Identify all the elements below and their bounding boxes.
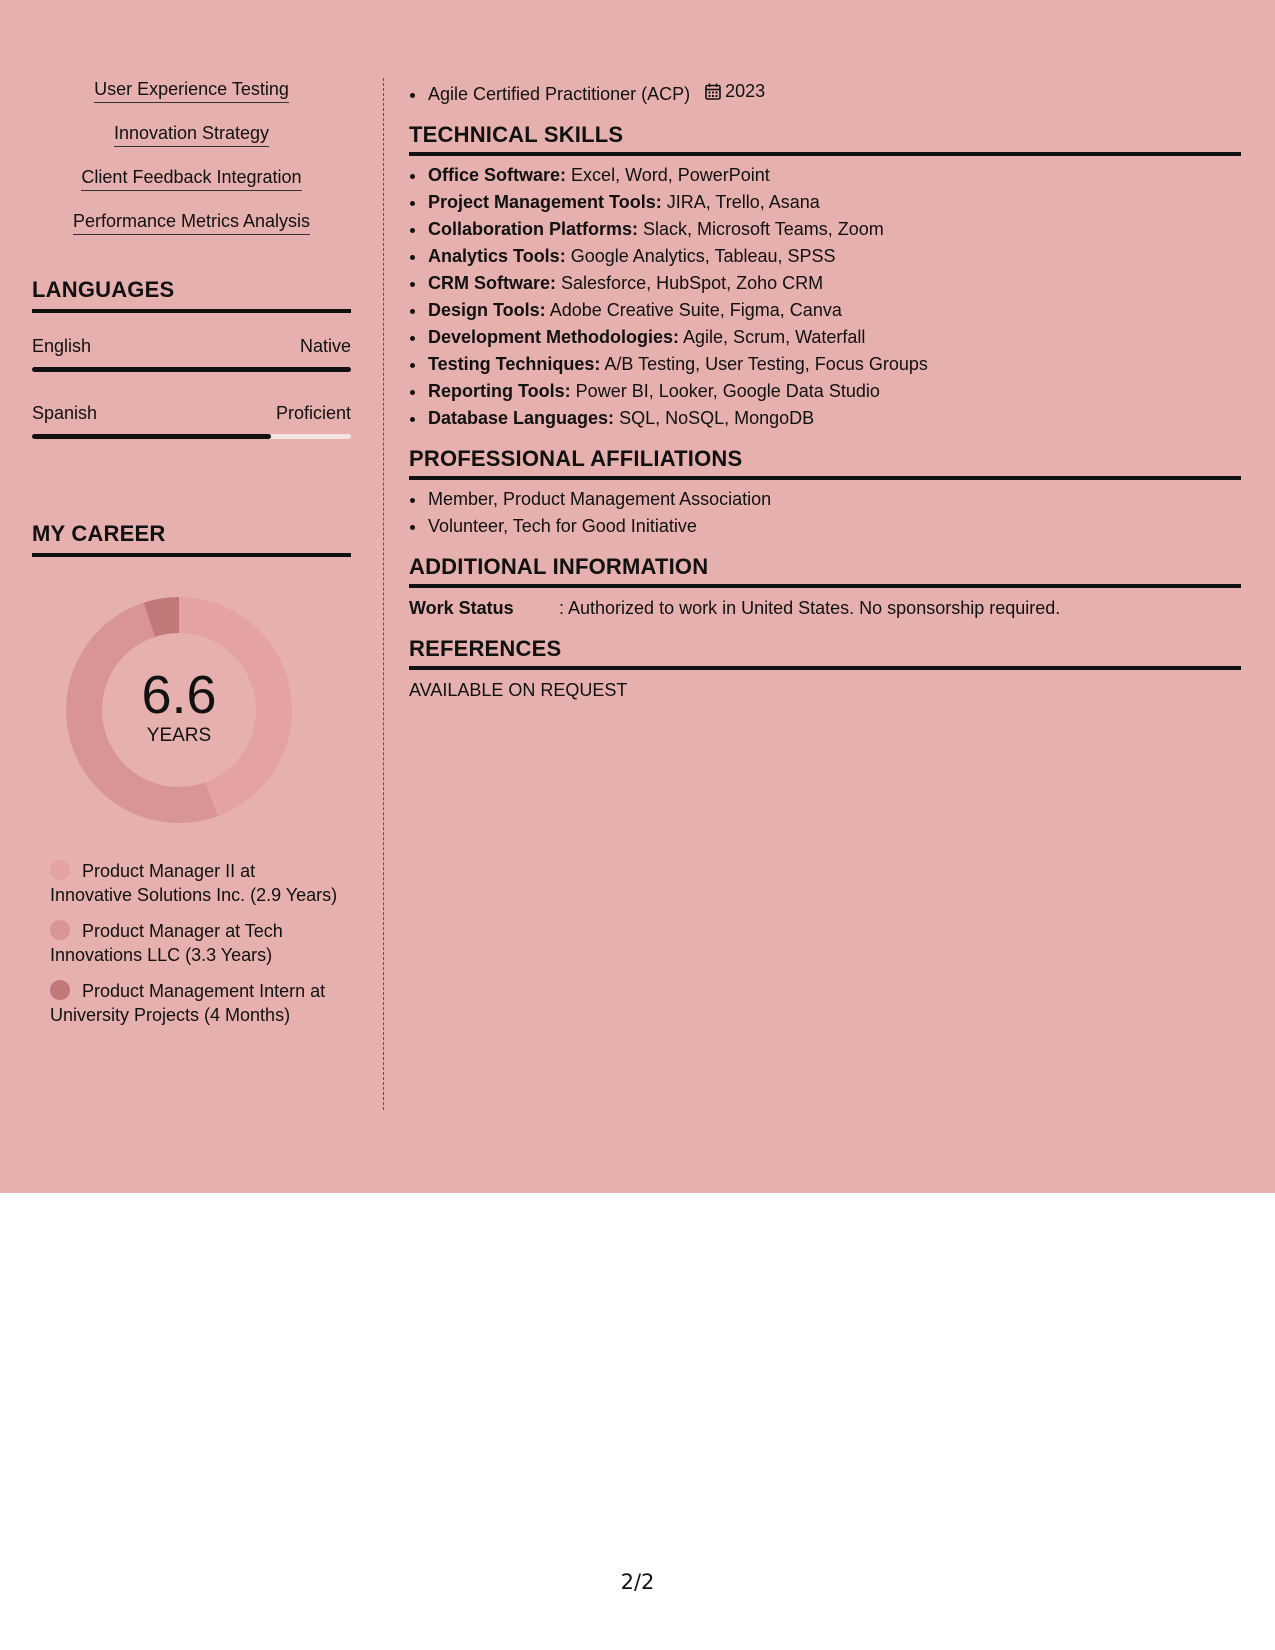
technical-skills-title: TECHNICAL SKILLS (409, 122, 1241, 156)
legend-label: Product Management Intern at University Projects (4 Months) (50, 981, 326, 1025)
skill-values: Adobe Creative Suite, Figma, Canva (549, 300, 842, 320)
skill-category: Collaboration Platforms: (428, 219, 639, 239)
language-spanish (32, 402, 351, 439)
left-column (32, 78, 351, 1039)
references-title: REFERENCES (409, 636, 1241, 670)
page-number: 2/2 (620, 1570, 655, 1594)
career-donut-chart (66, 597, 292, 823)
skill-category: CRM Software: (428, 273, 557, 293)
skill-category: Testing Techniques: (428, 354, 601, 374)
work-status-value: : Authorized to work in United States. No sponsorship required. (559, 598, 1061, 618)
skill-tag: Performance Metrics Analysis (73, 210, 310, 235)
career-total-unit: YEARS (146, 725, 212, 746)
legend-label: Product Manager at Tech Innovations LLC (3.3 Years) (50, 921, 283, 965)
skill-tag: User Experience Testing (94, 78, 289, 103)
legend-item (50, 859, 340, 907)
technical-skill-item (427, 351, 1241, 378)
skill-values: Agile, Scrum, Waterfall (683, 327, 866, 347)
legend-dot (50, 980, 70, 1000)
legend-label: Product Manager II at Innovative Solutions Inc. (2.9 Years) (50, 861, 338, 905)
skill-tag-item (32, 78, 351, 103)
skill-category: Design Tools: (428, 300, 546, 320)
skill-category: Reporting Tools: (428, 381, 571, 401)
affiliation-item: • Volunteer, Tech for Good Initiative (427, 513, 1241, 540)
technical-skills-list (409, 162, 1241, 432)
references-text: AVAILABLE ON REQUEST (409, 680, 628, 700)
language-bar (32, 434, 351, 439)
language-bar-fill (32, 367, 351, 372)
skill-category: Office Software: (428, 165, 567, 185)
calendar-icon (705, 83, 721, 100)
skill-values: JIRA, Trello, Asana (666, 192, 820, 212)
career-title: MY CAREER (32, 521, 351, 557)
skill-tag-item (32, 210, 351, 235)
skill-category: Development Methodologies: (428, 327, 680, 347)
skill-category: Database Languages: (428, 408, 615, 428)
technical-skill-item (427, 243, 1241, 270)
work-status-label: Work Status (409, 598, 514, 618)
language-name: Spanish (32, 403, 98, 423)
certification-item (427, 78, 1241, 108)
technical-skill-item (427, 297, 1241, 324)
column-divider (383, 78, 384, 1110)
skill-values: Excel, Word, PowerPoint (571, 165, 770, 185)
legend-item (50, 979, 340, 1027)
languages-title: LANGUAGES (32, 277, 351, 313)
language-level: Proficient (275, 403, 351, 423)
language-bar-fill (32, 434, 271, 439)
language-name: English (32, 336, 92, 356)
legend-dot (50, 920, 70, 940)
skill-tag: Client Feedback Integration (81, 166, 301, 191)
skill-values: SQL, NoSQL, MongoDB (619, 408, 815, 428)
skill-tag-item (32, 166, 351, 191)
donut-center (66, 597, 292, 823)
additional-info-title: ADDITIONAL INFORMATION (409, 554, 1241, 588)
skill-values: Power BI, Looker, Google Data Studio (575, 381, 880, 401)
skill-category: Analytics Tools: (428, 246, 566, 266)
certification-list (409, 78, 1241, 108)
certification-date (705, 78, 765, 105)
skill-values: Slack, Microsoft Teams, Zoom (643, 219, 884, 239)
technical-skill-item (427, 162, 1241, 189)
language-bar (32, 367, 351, 372)
legend-item (50, 919, 340, 967)
language-english (32, 335, 351, 372)
skill-values: A/B Testing, User Testing, Focus Groups (604, 354, 928, 374)
affiliation-item: • Member, Product Management Association (427, 486, 1241, 513)
career-total-value: 6.6 (141, 665, 217, 725)
skill-tag: Innovation Strategy (114, 122, 269, 147)
work-status-row (409, 594, 1241, 622)
right-column (409, 78, 1241, 704)
certification-year: 2023 (725, 81, 766, 101)
technical-skill-item (427, 405, 1241, 432)
skill-values: Google Analytics, Tableau, SPSS (570, 246, 836, 266)
legend-dot (50, 860, 70, 880)
career-legend (50, 859, 340, 1027)
affiliations-title: PROFESSIONAL AFFILIATIONS (409, 446, 1241, 480)
skill-tags (32, 78, 351, 235)
technical-skill-item (427, 324, 1241, 351)
technical-skill-item (427, 270, 1241, 297)
skill-tag-item (32, 122, 351, 147)
affiliations-list (409, 486, 1241, 540)
technical-skill-item (427, 189, 1241, 216)
technical-skill-item (427, 216, 1241, 243)
language-level: Native (299, 336, 351, 356)
skill-category: Project Management Tools: (428, 192, 662, 212)
certification-name: Agile Certified Practitioner (ACP) (428, 84, 691, 104)
skill-values: Salesforce, HubSpot, Zoho CRM (561, 273, 824, 293)
technical-skill-item (427, 378, 1241, 405)
